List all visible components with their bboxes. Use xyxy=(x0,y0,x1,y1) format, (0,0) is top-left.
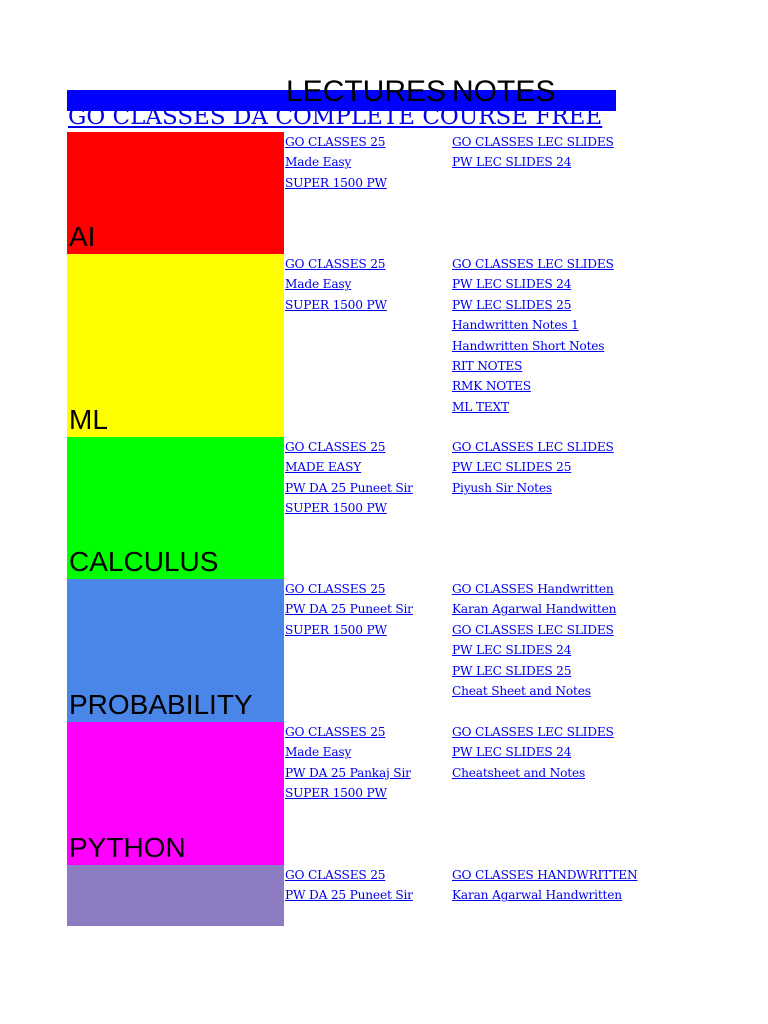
notes-link[interactable]: Karan Agarwal Handwitten xyxy=(452,602,617,617)
lectures-list xyxy=(285,437,451,519)
notes-link[interactable]: GO CLASSES LEC SLIDES xyxy=(452,135,614,149)
notes-column-header: NOTES xyxy=(452,75,556,108)
notes-link[interactable]: Cheatsheet and Notes xyxy=(452,765,586,780)
notes-list xyxy=(452,722,616,783)
notes-link[interactable]: Cheat Sheet and Notes xyxy=(452,683,591,698)
notes-link[interactable]: RMK NOTES xyxy=(452,379,531,394)
notes-link[interactable]: GO CLASSES Handwritten xyxy=(452,582,614,596)
lecture-link[interactable]: Made Easy xyxy=(285,745,352,760)
notes-link[interactable]: GO CLASSES LEC SLIDES xyxy=(452,622,614,637)
subject-block xyxy=(67,437,284,579)
notes-link[interactable]: ML TEXT xyxy=(452,399,509,414)
course-title-link[interactable]: GO CLASSES DA COMPLETE COURSE FREE xyxy=(68,104,603,130)
lecture-link[interactable]: SUPER 1500 PW xyxy=(285,501,387,516)
notes-link[interactable]: GO CLASSES LEC SLIDES xyxy=(452,440,614,454)
notes-link[interactable]: GO CLASSES LEC SLIDES xyxy=(452,725,614,739)
lectures-list xyxy=(285,722,451,804)
subject-block xyxy=(67,722,284,865)
lecture-link[interactable]: GO CLASSES 25 xyxy=(285,582,386,596)
lecture-link[interactable]: GO CLASSES 25 xyxy=(285,440,386,454)
notes-link[interactable]: PW LEC SLIDES 24 xyxy=(452,643,572,658)
lecture-link[interactable]: MADE EASY xyxy=(285,460,362,475)
lecture-link[interactable]: PW DA 25 Pankaj Sir xyxy=(285,765,411,780)
notes-link[interactable]: PW LEC SLIDES 24 xyxy=(452,277,572,292)
notes-link[interactable]: PW LEC SLIDES 25 xyxy=(452,297,572,312)
lecture-link[interactable]: GO CLASSES 25 xyxy=(285,135,386,149)
subject-block xyxy=(67,865,284,926)
subject-label: PYTHON xyxy=(69,832,186,863)
notes-link[interactable]: Piyush Sir Notes xyxy=(452,480,552,495)
lecture-link[interactable]: PW DA 25 Puneet Sir xyxy=(285,480,413,495)
notes-link[interactable]: PW LEC SLIDES 24 xyxy=(452,155,572,170)
notes-list xyxy=(452,437,616,498)
lecture-link[interactable]: PW DA 25 Puneet Sir xyxy=(285,888,413,903)
lecture-link[interactable]: SUPER 1500 PW xyxy=(285,622,387,637)
subject-label: CALCULUS xyxy=(69,546,219,577)
lecture-link[interactable]: GO CLASSES 25 xyxy=(285,725,386,739)
lectures-list xyxy=(285,865,451,906)
notes-link[interactable]: PW LEC SLIDES 25 xyxy=(452,460,572,475)
subject-label: ML xyxy=(69,404,108,435)
notes-list xyxy=(452,579,616,701)
lecture-link[interactable]: GO CLASSES 25 xyxy=(285,257,386,271)
lecture-link[interactable]: SUPER 1500 PW xyxy=(285,297,387,312)
notes-list xyxy=(452,865,638,906)
lecture-link[interactable]: SUPER 1500 PW xyxy=(285,786,387,801)
subject-block xyxy=(67,254,284,437)
lectures-list xyxy=(285,579,451,640)
notes-link[interactable]: PW LEC SLIDES 24 xyxy=(452,745,572,760)
notes-link[interactable]: PW LEC SLIDES 25 xyxy=(452,663,572,678)
lecture-link[interactable]: SUPER 1500 PW xyxy=(285,175,387,190)
subject-block xyxy=(67,132,284,254)
subject-label: PROBABILITY xyxy=(69,689,253,720)
lecture-link[interactable]: Made Easy xyxy=(285,155,352,170)
lecture-link[interactable]: GO CLASSES 25 xyxy=(285,868,386,882)
notes-link[interactable]: Karan Agarwal Handwritten xyxy=(452,888,622,903)
lecture-link[interactable]: PW DA 25 Puneet Sir xyxy=(285,602,413,617)
notes-link[interactable]: RIT NOTES xyxy=(452,358,523,373)
subject-label: AI xyxy=(69,221,96,252)
notes-link[interactable]: GO CLASSES LEC SLIDES xyxy=(452,257,614,271)
lecture-link[interactable]: Made Easy xyxy=(285,277,352,292)
notes-link[interactable]: Handwritten Short Notes xyxy=(452,338,605,353)
lectures-column-header: LECTURES xyxy=(286,75,447,108)
lectures-list xyxy=(285,254,451,315)
lectures-list xyxy=(285,132,451,193)
notes-link[interactable]: Handwritten Notes 1 xyxy=(452,318,579,333)
spreadsheet-page xyxy=(67,75,638,926)
subject-block xyxy=(67,579,284,722)
notes-list xyxy=(452,132,616,173)
notes-list xyxy=(452,254,616,417)
notes-link[interactable]: GO CLASSES HANDWRITTEN xyxy=(452,868,638,882)
